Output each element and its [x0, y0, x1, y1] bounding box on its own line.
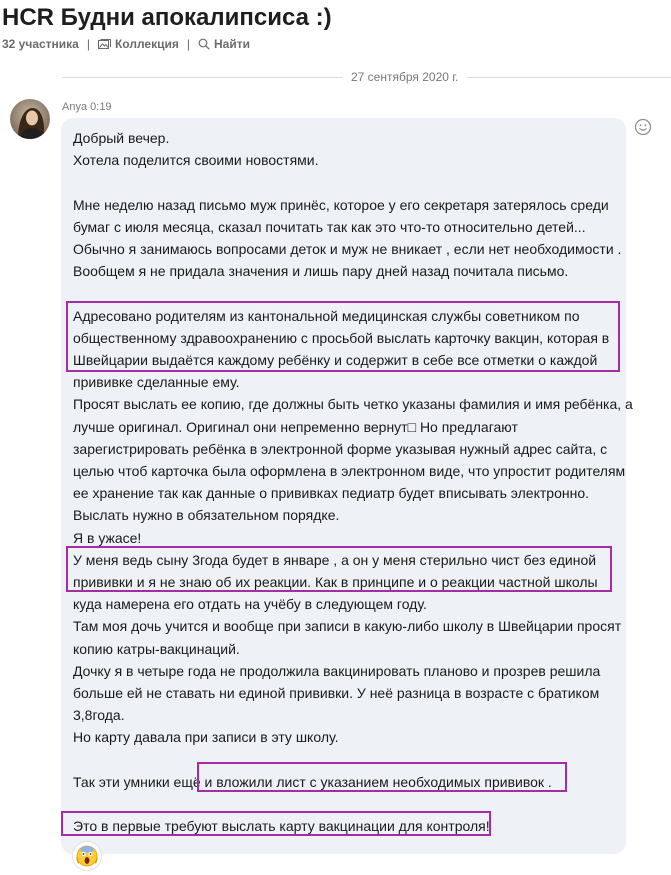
chat-meta-bar: [2, 37, 250, 51]
blank-line: [73, 171, 621, 193]
message-line: Так эти умники ещё и вложили лист с указанием необходимых прививок .: [73, 773, 552, 790]
message-line: Мне неделю назад письмо муж принёс, которое у его секретаря затерялось среди: [73, 196, 609, 213]
message-line: куда намерена его отдать на учёбу в следующем году.: [73, 596, 427, 613]
message-line: Швейцарии выдаётся каждому ребёнку и содержит в себе все отметки о каждой: [73, 352, 598, 369]
message-line: Просят выслать ее копию, где должны быть четко указаны фамилия и имя ребёнка, а: [73, 396, 633, 413]
message-line: Это в первые требуют выслать карту вакцинации для контроля!: [73, 818, 490, 835]
message-line: прививки и я не знаю об их реакции. Как в принципе и о реакции частной школы: [73, 574, 598, 591]
message-line: Хотела поделится своими новостями.: [73, 152, 319, 169]
user-photo-icon: [10, 99, 50, 139]
message-line: Я в ужасе!: [73, 529, 142, 546]
message-line: Дочку я в четыре года не продолжила вакцинировать планово и прозрев решила: [73, 662, 601, 679]
message-line: Адресовано родителям из кантональной медицинская службы советником по: [73, 307, 580, 324]
sender-name: Anya: [62, 101, 88, 113]
message-line: зарегистрировать ребёнка в электронной форме указывая нужный адрес сайта, с: [73, 440, 608, 457]
message-line: целью чтоб карточка была оформлена в электронном виде, что упростит родителям: [73, 463, 626, 480]
message-line: общественному здравоохранению с просьбой выслать карточку вакцин, которая в: [73, 329, 610, 346]
chat-title: HCR Будни апокалипсиса :): [2, 4, 332, 31]
find-link[interactable]: [198, 37, 250, 51]
message-line: прививке сделанные ему.: [73, 374, 240, 391]
message-line: больше ей не ставать ни единой прививки. У неё разница в возрасте с братиком: [73, 685, 600, 702]
message-time: 0:19: [90, 101, 112, 113]
find-label: Найти: [214, 37, 250, 51]
message-line: Выслать нужно в обязательном порядке.: [73, 507, 340, 524]
message-line: лучше оригинал. Оригинал они непременно вернут□ Но предлагают: [73, 418, 518, 435]
date-separator-label: 27 сентября 2020 г.: [343, 70, 467, 84]
meta-separator: |: [86, 37, 90, 51]
blank-line: [73, 749, 621, 771]
gallery-icon: [98, 39, 111, 50]
add-reaction-icon[interactable]: [634, 118, 652, 136]
collection-link[interactable]: [98, 37, 179, 51]
blank-line: [73, 282, 621, 304]
scream-emoji-icon: [73, 842, 101, 870]
message-line: Но карту давала при записи в эту школу.: [73, 729, 339, 746]
search-icon: [198, 38, 210, 50]
message-line: Обычно я занимаюсь вопросами деток и муж не вникает , если нет необходимости .: [73, 241, 622, 258]
message-line: бумаг с июля месяца, сказал почитать так как это что-то относительно детей...: [73, 218, 586, 235]
message-line: Добрый вечер.: [73, 130, 170, 146]
message-sender: [62, 101, 112, 113]
message-line: ее хранение так как данные о прививках педиатр будет вписывать электронно.: [73, 485, 589, 502]
message-line: копию катры-вакцинаций.: [73, 640, 240, 657]
blank-line: [73, 793, 621, 815]
message-line: Там моя дочь учится и вообще при записи в какую-либо школу в Швейцарии просят: [73, 618, 622, 635]
participants-link[interactable]: 32 участника: [2, 37, 79, 51]
collection-label: Коллекция: [114, 37, 179, 51]
meta-separator: |: [186, 37, 190, 51]
message-line: У меня ведь сыну 3года будет в январе , а он у меня стерильно чист без единой: [73, 551, 597, 568]
message-line: Вообщем я не придала значения и лишь пару дней назад почитала письмо.: [73, 263, 569, 280]
message-line: 3,8года.: [73, 707, 125, 724]
message-text: [73, 127, 633, 838]
reaction-badge[interactable]: [73, 842, 101, 870]
avatar[interactable]: [10, 99, 50, 139]
